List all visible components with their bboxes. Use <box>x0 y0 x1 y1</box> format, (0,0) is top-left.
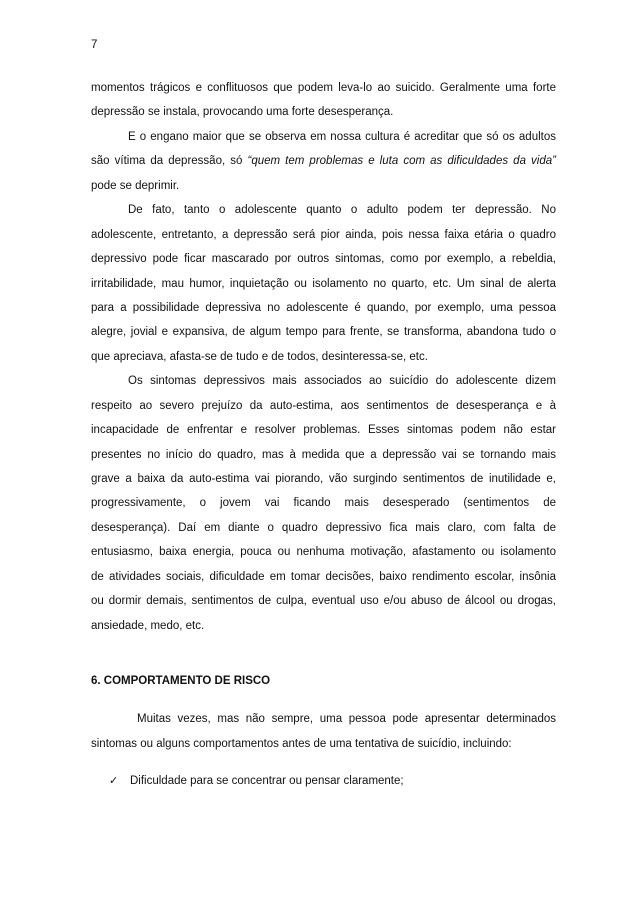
text-line: presentes no início do quadro, mas à medida que a depressão vai se tornando mais <box>91 448 556 461</box>
section-heading: 6. COMPORTAMENTO DE RISCO <box>91 675 271 687</box>
text-line: para a possibilidade depressiva no adolescente é quando, por exemplo, uma pessoa <box>91 301 556 314</box>
text-line: De fato, tanto o adolescente quanto o adulto podem ter depressão. No <box>128 204 556 217</box>
text-line: incapacidade de enfrentar e resolver problemas. Esses sintomas podem não estar <box>91 424 556 437</box>
body-text <box>91 76 556 638</box>
text-line <box>91 149 556 173</box>
text-line: desesperança). Daí em diante o quadro depressivo fica mais claro, com falta de <box>91 521 556 534</box>
text-line: Os sintomas depressivos mais associados ao suicídio do adolescente dizem <box>128 375 556 388</box>
text-segment: são vítima da depressão, só <box>91 155 248 168</box>
text-line: depressão se instala, provocando uma forte desesperança. <box>91 106 394 119</box>
bullet-list <box>0 769 638 793</box>
text-line: progressivamente, o jovem vai ficando mais desesperado (sentimentos de <box>91 497 556 510</box>
text-line: respeito ao severo prejuízo da auto-estima, aos sentimentos de desesperança e à <box>91 399 556 412</box>
text-line: grave a baixa da auto-estima vai piorando, vão surgindo sentimentos de inutilidade e, <box>91 473 556 485</box>
text-line: pode se deprimir. <box>91 179 180 192</box>
list-item-text: Dificuldade para se concentrar ou pensar claramente; <box>130 775 404 787</box>
text-line: de atividades sociais, dificuldade em tomar decisões, baixo rendimento escolar, insônia <box>91 570 556 583</box>
text-line: Muitas vezes, mas não sempre, uma pessoa pode apresentar determinados <box>137 713 556 725</box>
text-line: momentos trágicos e conflituosos que podem leva-lo ao suicido. Geralmente uma forte <box>91 82 556 94</box>
italic-quote: “quem tem problemas e luta com as dificuldades da vida” <box>247 155 556 168</box>
text-line: ansiedade, medo, etc. <box>91 619 205 632</box>
text-line: sintomas ou alguns comportamentos antes de uma tentativa de suicídio, incluindo: <box>91 737 512 750</box>
text-line: depressivo pode ficar mascarado por outros sintomas, como por exemplo, a rebeldia, <box>91 253 556 266</box>
text-line: E o engano maior que se observa em nossa cultura é acreditar que só os adultos <box>128 130 556 143</box>
text-line: irritabilidade, mau humor, inquietação ou isolamento no quarto, etc. Um sinal de alerta <box>91 277 556 290</box>
text-line: que apreciava, afasta-se de tudo e de todos, desinteressa-se, etc. <box>91 350 428 363</box>
page-number: 7 <box>91 39 98 51</box>
text-line: entusiasmo, baixa energia, pouca ou nenhuma motivação, afastamento ou isolamento <box>91 546 556 559</box>
text-line: adolescente, entretanto, a depressão será pior ainda, pois nessa faixa etária o quadro <box>91 228 556 241</box>
list-item <box>0 769 638 793</box>
text-line: ou dormir demais, sentimentos de culpa, eventual uso e/ou abuso de álcool ou drogas, <box>91 595 556 608</box>
section-intro <box>91 707 556 756</box>
checkmark-icon <box>109 769 118 793</box>
text-line: alegre, jovial e expansiva, de algum tempo para frente, se transforma, abandona tudo o <box>91 326 556 339</box>
